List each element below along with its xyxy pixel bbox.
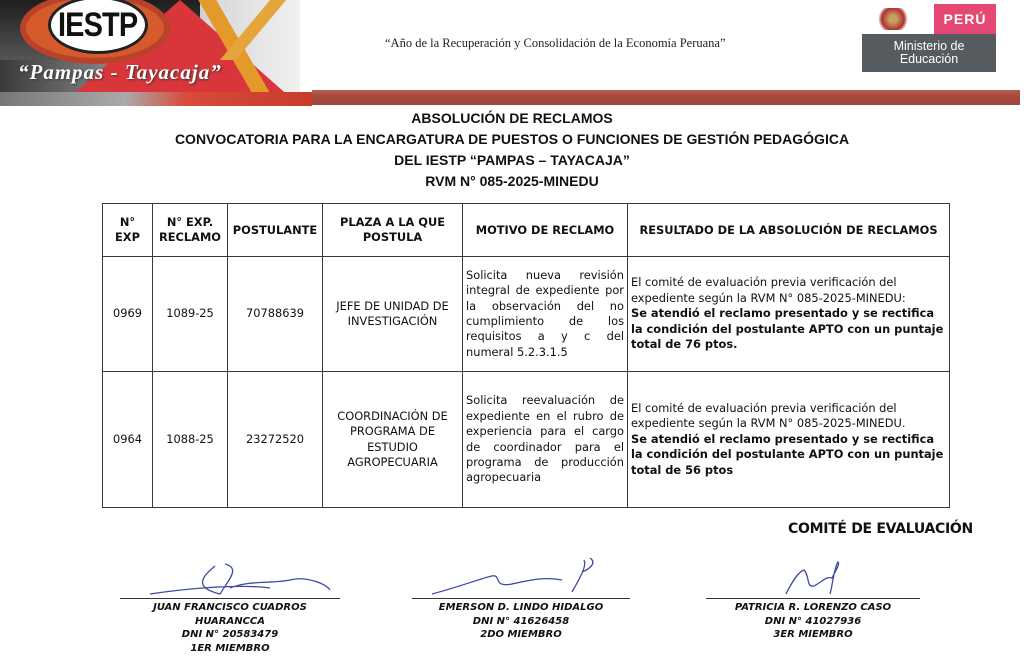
- banner-stripe: [312, 90, 1020, 105]
- table-row: [103, 257, 950, 372]
- year-motto: “Año de la Recuperación y Consolidación de la Economía Peruana”: [385, 36, 726, 50]
- header-resultado: RESULTADO DE LA ABSOLUCIÓN DE RECLAMOS: [628, 204, 950, 257]
- header-reclamo: N° EXP. RECLAMO: [153, 204, 228, 257]
- cell-motivo: Solicita reevaluación de expediente en el rubro de experiencia para el cargo de coordinador para el programa de producción agropecuaria: [463, 372, 628, 508]
- cell-resultado: El comité de evaluación previa verificación del expediente según la RVM N° 085-2025-MINEDU: Se atendió el reclamo presentado y se rectifica la condición del postulante APTO con un puntaje total de 76 ptos.: [628, 257, 950, 372]
- signer-name: JUAN FRANCISCO CUADROS HUARANCCA: [153, 602, 307, 627]
- signer-name: EMERSON D. LINDO HIDALGO: [438, 602, 604, 614]
- logo-text: IESTP: [58, 5, 138, 44]
- cell-postulante: 23272520: [228, 372, 323, 508]
- signer-dni: DNI N° 20583479: [181, 629, 279, 641]
- cell-exp: 0969: [103, 257, 153, 372]
- ministry-name: [862, 34, 996, 72]
- signer-dni: DNI N° 41027936: [764, 615, 862, 627]
- table-header-row: [103, 204, 950, 257]
- header-motivo: MOTIVO DE RECLAMO: [463, 204, 628, 257]
- cell-reclamo: 1088-25: [153, 372, 228, 508]
- cell-reclamo: 1089-25: [153, 257, 228, 372]
- signer-role: 2DO MIEMBRO: [480, 629, 562, 641]
- title-main: ABSOLUCIÓN DE RECLAMOS: [411, 110, 613, 126]
- title-institution: DEL IESTP “PAMPAS – TAYACAJA”: [394, 152, 630, 168]
- signer-dni: DNI N° 41626458: [472, 615, 570, 627]
- claims-table: [102, 203, 950, 508]
- cell-motivo: Solicita nueva revisión integral de expediente por la observación del no cumplimiento de los requisitos a y c del numeral 5.2.3.1.5: [463, 257, 628, 372]
- signature-scribble-1: [120, 558, 340, 598]
- cell-resultado: El comité de evaluación previa verificación del expediente según la RVM N° 085-2025-MINEDU. Se atendió el reclamo presentado y se rectifica la condición del postulante APTO con un puntaje total de 56 ptos: [628, 372, 950, 508]
- signature-scribble-3: [706, 558, 920, 598]
- cell-plaza: COORDINACIÓN DE PROGRAMA DE ESTUDIO AGROPECUARIA: [323, 372, 463, 508]
- table-row: [103, 372, 950, 508]
- iestp-logo: [0, 0, 300, 106]
- header-postulante: POSTULANTE: [228, 204, 323, 257]
- banner-stripe-left: [0, 92, 312, 106]
- signer-role: 1ER MIEMBRO: [190, 642, 270, 654]
- ministry-line1: Ministerio de: [893, 39, 965, 53]
- signature-block-1: [120, 560, 340, 655]
- document-titles: [0, 108, 1024, 192]
- peru-label: PERÚ: [934, 4, 996, 34]
- committee-label: COMITÉ DE EVALUACIÓN: [788, 521, 973, 537]
- signature-block-3: [706, 560, 920, 642]
- title-rvm: RVM N° 085-2025-MINEDU: [425, 173, 599, 189]
- cell-plaza: JEFE DE UNIDAD DE INVESTIGACIÓN: [323, 257, 463, 372]
- cell-exp: 0964: [103, 372, 153, 508]
- coat-of-arms-icon: [878, 8, 908, 30]
- ministry-logo: [862, 4, 998, 70]
- signature-block-2: [412, 560, 630, 642]
- cell-postulante: 70788639: [228, 257, 323, 372]
- header-plaza: PLAZA A LA QUE POSTULA: [323, 204, 463, 257]
- header-exp: N° EXP: [103, 204, 153, 257]
- title-convocatoria: CONVOCATORIA PARA LA ENCARGATURA DE PUESTOS O FUNCIONES DE GESTIÓN PEDAGÓGICA: [174, 131, 850, 147]
- signature-scribble-2: [412, 558, 630, 598]
- slogan: “Pampas - Tayacaja”: [18, 60, 222, 84]
- header-banner: [0, 0, 1024, 108]
- signer-role: 3ER MIEMBRO: [773, 629, 853, 641]
- signer-name: PATRICIA R. LORENZO CASO: [734, 602, 892, 614]
- ministry-line2: Educación: [899, 52, 959, 66]
